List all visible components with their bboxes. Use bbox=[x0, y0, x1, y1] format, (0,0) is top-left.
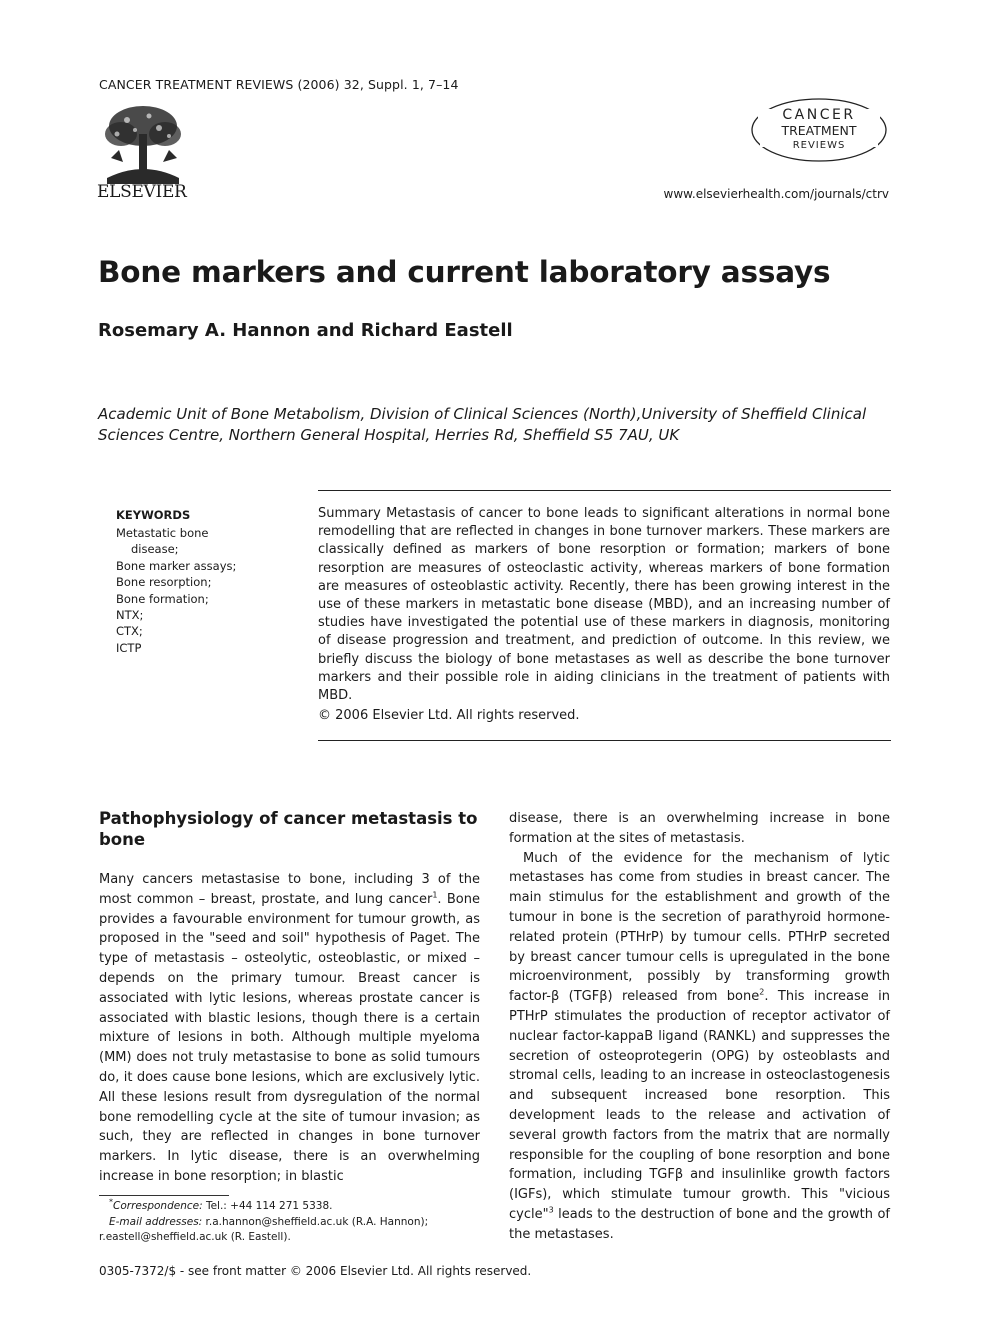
keyword-item: Bone formation; bbox=[116, 591, 209, 606]
abstract-top-rule bbox=[318, 490, 891, 491]
abstract-text: Metastasis of cancer to bone leads to significant alterations in normal bone remodelling that are reflected in changes in bone turnover markers. These markers are classically defined as markers of bone resorption or formation; markers of bone resorption are measures of osteoclastic activity, whereas markers of bone formation are measures of osteoblastic activity. Recently, there has been growing interest in the use of these markers in metastatic bone disease (MBD), and an increasing number of studies have investigated the potential use of these markers in diagnosis, monitoring of disease progression and treatment, and prediction of outcome. In this review, we briefly discuss the biology of bone metastases as well as describe the bone turnover markers and their possible role in aiding clinicians in the treatment of patients with MBD. bbox=[318, 506, 890, 704]
article-title: Bone markers and current laboratory assays bbox=[98, 255, 831, 289]
journal-reference: CANCER TREATMENT REVIEWS (2006) 32, Suppl. 1, 7–14 bbox=[99, 77, 459, 92]
body-left-column bbox=[99, 808, 480, 1187]
author-email[interactable]: r.eastell@sheffield.ac.uk (R. Eastell). bbox=[99, 1231, 291, 1243]
body-paragraph-1-continued: disease, there is an overwhelming increase in bone formation at the sites of metastasis. bbox=[509, 811, 890, 846]
cancer-treatment-reviews-logo bbox=[750, 97, 888, 163]
ctr-logo-line1: CANCER bbox=[782, 107, 856, 123]
abstract bbox=[318, 505, 890, 705]
body-right-column bbox=[509, 809, 890, 1245]
elsevier-tree-logo bbox=[97, 100, 189, 184]
abstract-copyright: © 2006 Elsevier Ltd. All rights reserved. bbox=[318, 708, 580, 723]
body-paragraph-2: Much of the evidence for the mechanism of lytic metastases has come from studies in breast cancer. The main stimulus for the establishment and growth of the tumour in bone is the secretion of parathyroid hormone-related protein (PTHrP) by tumour cells. PTHrP secreted by breast cancer tumour cells is upregulated in the bone microenvironment, possibly by transforming growth factor-β (TGFβ) released from bone$^2$. This increase in PTHrP stimulates the production of receptor activator of nuclear factor-kappaB ligand (RANKL) and suppresses the secretion of osteoprotegerin (OPG) by osteoblasts and stromal cells, leading to an increase in osteoclastogenesis and subsequent increased bone resorption. This development leads to the release and activation of several growth factors from the matrix that are normally responsible for the coupling of bone resorption and bone formation, including TGFβ and insulinlike growth factors (IGFs), which stimulate tumour growth. This "vicious cycle"$^3$ leads to the destruction of bone and the growth of the metastases. bbox=[509, 850, 890, 1242]
keyword-item: ICTP bbox=[116, 640, 142, 655]
keyword-item: disease; bbox=[131, 542, 179, 557]
section-heading: Pathophysiology of cancer metastasis to bone bbox=[99, 809, 478, 849]
reference-3[interactable]: 3 bbox=[548, 1205, 554, 1215]
ctr-logo-line3: REVIEWS bbox=[792, 140, 846, 151]
article-authors: Rosemary A. Hannon and Richard Eastell bbox=[98, 320, 513, 341]
correspondence-footnote: *Correspondence: Tel.: +44 114 271 5338. E-mail addresses: r.a.hannon@sheffield.ac.uk (R.A. Hannon); r.eastell@sheffield.ac.uk (R. Eastell). bbox=[99, 1199, 480, 1246]
keyword-item: Bone resorption; bbox=[116, 575, 212, 590]
footnote-rule bbox=[99, 1195, 229, 1196]
body-paragraph-1: Many cancers metastasise to bone, including 3 of the most common – breast, prostate, and lung cancer$^1$. Bone provides a favourable environment for tumour growth, as proposed in the "seed and soil" hypothesis of Paget. The type of metastasis – osteolytic, osteoblastic, or mixed – depends on the primary tumour. Breast cancer is associated with lytic lesions, whereas prostate cancer is associated with blastic lesions, though there is a certain mixture of lesions in both. Although multiple myeloma (MM) does not truly metastasise to bone as solid tumours do, it does cause bone lesions, which are exclusively lytic. All these lesions result from dysregulation of the normal bone remodelling cycle at the site of tumour invasion; as such, they are reflected in changes in bone turnover markers. In lytic disease, there is an overwhelming increase in bone resorption; in blastic bbox=[99, 872, 480, 1184]
keywords-list bbox=[116, 525, 266, 656]
reference-1[interactable]: 1 bbox=[432, 890, 438, 900]
keyword-item: CTX; bbox=[116, 624, 143, 639]
reference-2[interactable]: 2 bbox=[759, 987, 765, 997]
author-affiliation: Academic Unit of Bone Metabolism, Division of Clinical Sciences (North),University of Sheffield Clinical Sciences Centre, Northern General Hospital, Herries Rd, Sheffield S5 7AU, UK bbox=[98, 405, 867, 444]
elsevier-wordmark: ELSEVIER bbox=[97, 182, 187, 202]
keywords-heading: KEYWORDS bbox=[116, 508, 191, 522]
journal-url[interactable]: www.elsevierhealth.com/journals/ctrv bbox=[663, 187, 889, 201]
abstract-bottom-rule bbox=[318, 740, 891, 741]
abstract-label: Summary bbox=[318, 506, 381, 521]
keyword-item: NTX; bbox=[116, 608, 144, 623]
keyword-item: Bone marker assays; bbox=[116, 558, 237, 573]
keyword-item: Metastatic bone bbox=[116, 526, 209, 540]
issn-copyright-line: 0305-7372/$ - see front matter © 2006 Elsevier Ltd. All rights reserved. bbox=[99, 1264, 532, 1278]
author-email[interactable]: r.a.hannon@sheffield.ac.uk (R.A. Hannon); bbox=[202, 1215, 429, 1228]
ctr-logo-line2: TREATMENT bbox=[781, 123, 857, 138]
